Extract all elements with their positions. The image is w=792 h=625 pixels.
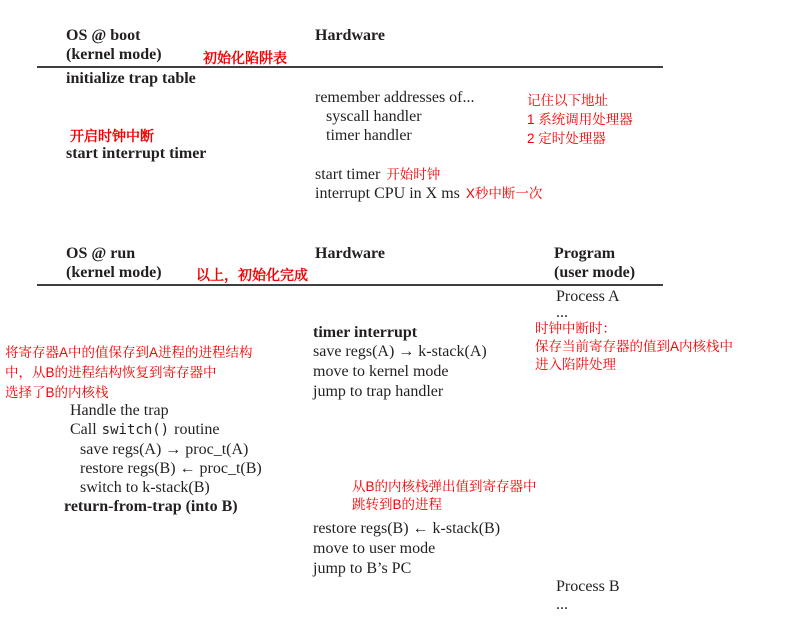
note-init-trap-table: 初始化陷阱表 [203,50,287,66]
note-start-interrupt-timer: 开启时钟中断 [70,128,154,144]
call-switch-routine [70,421,219,439]
process-a-ellipsis: ... [556,304,568,321]
call-suffix: routine [174,421,220,438]
note-side-line2: 中，从B的进程结构恢复到寄存器中 [5,365,217,380]
note-init-done: 以上，初始化完成 [196,267,308,283]
save-regs-kstack: save regs(A) → k-stack(A) [313,343,487,360]
note-interrupt-line1: 时钟中断时： [535,321,616,336]
note-pop-line1: 从B的内核栈弹出值到寄存器中 [352,479,537,494]
initialize-trap-table: initialize trap table [66,70,196,87]
note-side-line3: 选择了B的内核栈 [5,385,109,400]
process-b: Process B [556,578,620,595]
program-mode: (user mode) [554,264,636,281]
start-interrupt-timer: start interrupt timer [66,145,207,162]
interrupt-cpu: interrupt CPU in X ms [315,185,460,202]
move-to-user-mode: move to user mode [313,540,436,557]
note-start-timer: 开始时钟 [386,167,441,182]
boot-os-mode: (kernel mode) [66,46,162,63]
restore-regs-proc: restore regs(B) ← proc_t(B) [80,460,262,477]
note-interrupt-line3: 进入陷阱处理 [535,357,616,372]
note-interrupt-cpu: X秒中断一次 [465,186,543,201]
switch-code: switch() [101,422,170,438]
process-a: Process A [556,288,620,305]
move-to-kernel-mode: move to kernel mode [313,363,449,380]
return-from-trap: return-from-trap (into B) [64,498,238,515]
interrupt-cpu-line [315,185,542,203]
process-b-ellipsis: ... [556,596,568,613]
restore-regs-kstack: restore regs(B) ← k-stack(B) [313,520,501,537]
jump-to-bs-pc: jump to B’s PC [313,560,412,577]
syscall-handler: syscall handler [326,108,422,125]
run-os-title: OS @ run [66,245,136,262]
note-timer-handler: 2 定时处理器 [527,131,606,146]
start-timer-line [315,166,440,184]
note-side-line1: 将寄存器A中的值保存到A进程的进程结构 [5,345,253,360]
program-title: Program [554,245,616,262]
run-hardware-title: Hardware [315,245,385,262]
note-pop-line2: 跳转到B的进程 [352,497,443,512]
switch-to-kstack: switch to k-stack(B) [80,479,210,496]
header-rule-run [37,284,663,286]
note-interrupt-line2: 保存当前寄存器的值到A内核栈中 [535,339,734,354]
header-rule-boot [37,66,663,68]
note-remember-addresses: 记住以下地址 [527,93,608,108]
call-prefix: Call [70,421,97,438]
start-timer: start timer [315,166,381,183]
handle-the-trap: Handle the trap [70,402,169,419]
remember-addresses: remember addresses of... [315,89,475,106]
timer-handler: timer handler [326,127,412,144]
boot-hardware-title: Hardware [315,27,385,44]
note-syscall-handler: 1 系统调用处理器 [527,112,633,127]
timer-interrupt: timer interrupt [313,324,418,341]
run-os-mode: (kernel mode) [66,264,162,281]
boot-os-title: OS @ boot [66,27,141,44]
save-regs-proc: save regs(A) → proc_t(A) [80,441,249,458]
jump-to-trap-handler: jump to trap handler [313,383,444,400]
